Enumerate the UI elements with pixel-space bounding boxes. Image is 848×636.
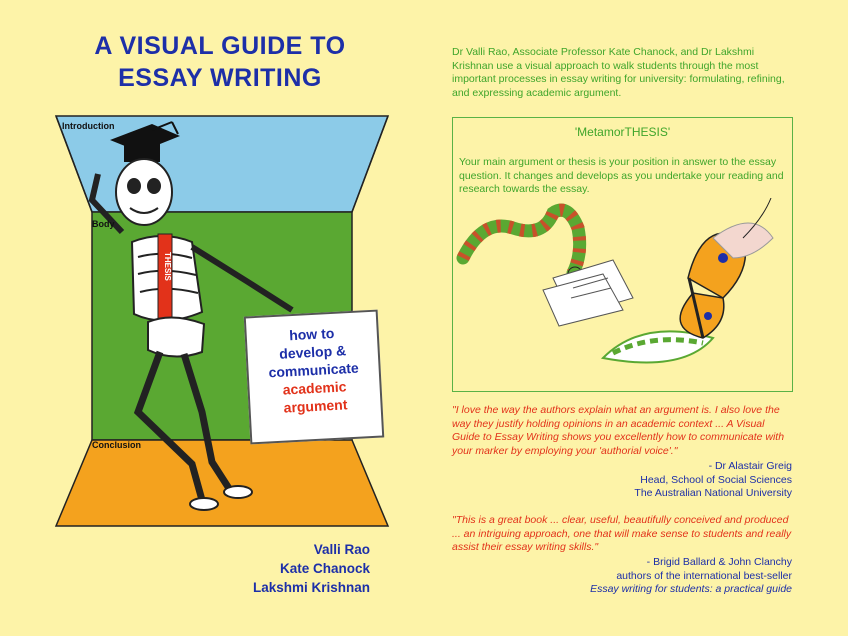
attribution-line: - Brigid Ballard & John Clanchy — [646, 556, 792, 568]
attribution-line: - Dr Alastair Greig — [708, 460, 792, 472]
sign-line-2: develop & — [278, 342, 347, 362]
attribution-line: The Australian National University — [634, 487, 792, 499]
papers-icon — [543, 260, 633, 326]
metamorthesis-box — [452, 117, 793, 392]
box-title: 'MetamorTHESIS' — [574, 125, 671, 139]
sign-line-3: communicate — [268, 359, 360, 381]
author-list — [200, 540, 370, 597]
butterfly-icon — [680, 198, 773, 338]
quote-ballard-clanchy: "This is a great book ... clear, useful, beautifully conceived and produced ... an intriguing approach, one that will make sense to students and really assist their essay writing skills." — [452, 514, 792, 553]
spine-word: THESIS — [163, 252, 172, 281]
metamorphosis-illustration — [453, 198, 794, 393]
caterpillar-icon — [463, 210, 582, 281]
introduction-label: Introduction — [62, 121, 115, 131]
title-line-2: ESSAY WRITING — [118, 64, 322, 92]
conclusion-label: Conclusion — [92, 440, 141, 450]
how-to-sign — [244, 310, 385, 445]
body-label: Body — [92, 219, 115, 229]
sign-line-4: academic — [282, 378, 347, 398]
quote-greig: "I love the way the authors explain what an argument is. I also love the way they justify holding opinions in an academic context ... A Visual Guide to Essay Writing shows you excellently how to communicate with your marker by employing your 'authorial voice'." — [452, 404, 785, 457]
sign-line-5: argument — [283, 396, 348, 416]
attribution-line: authors of the international best-seller — [616, 569, 792, 582]
author-name: Lakshmi Krishnan — [252, 580, 370, 595]
author-name: Valli Rao — [313, 542, 370, 557]
box-text: Your main argument or thesis is your position in answer to the essay question. It changes and develops as you undertake your reading and research towards the essay. — [459, 156, 784, 195]
back-blurb: Dr Valli Rao, Associate Professor Kate Chanock, and Dr Lakshmi Krishnan use a visual approach to walk students through the most important processes in essay writing for university: formulating, refining, and expressing academic argument. — [452, 46, 785, 99]
sign-line-1: how to — [288, 324, 335, 344]
quote-greig-attribution — [452, 460, 792, 501]
quote-ballard-attribution — [452, 556, 792, 597]
attribution-line: Head, School of Social Sciences — [640, 473, 792, 486]
title-line-1: A VISUAL GUIDE TO — [94, 32, 346, 60]
book-title — [40, 30, 400, 94]
author-name: Kate Chanock — [279, 561, 370, 576]
attribution-line: Essay writing for students: a practical guide — [590, 583, 792, 595]
